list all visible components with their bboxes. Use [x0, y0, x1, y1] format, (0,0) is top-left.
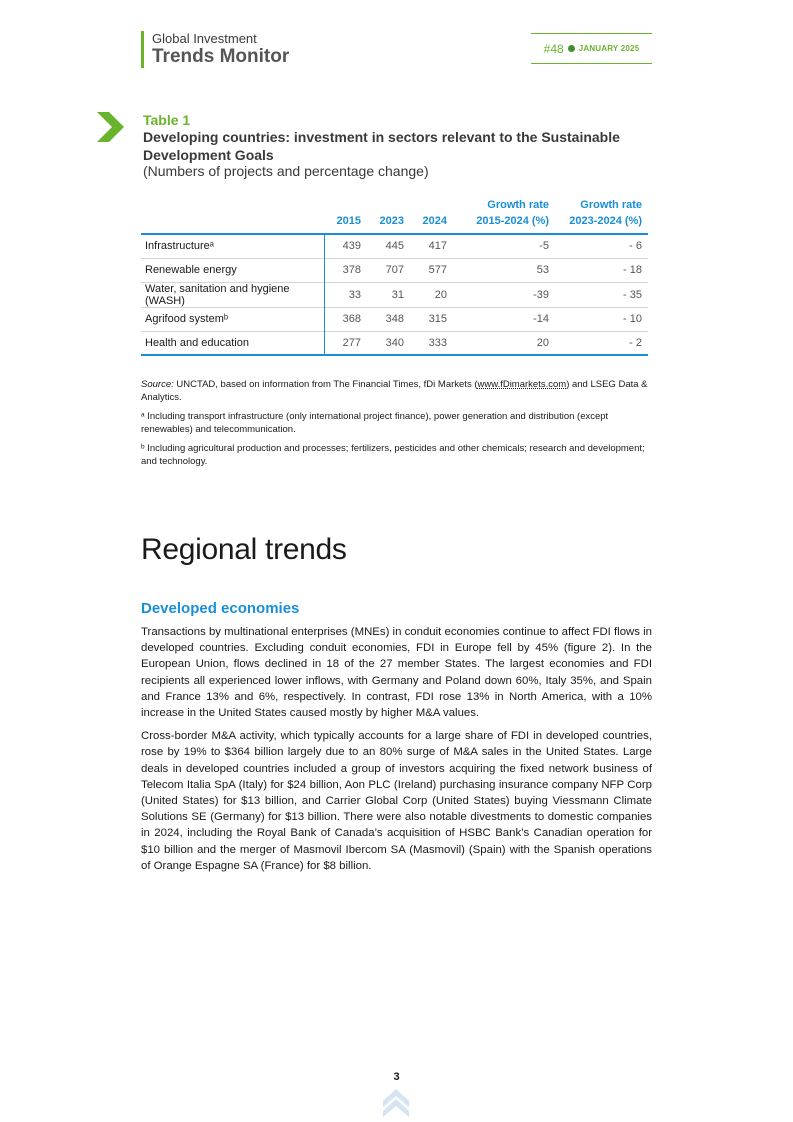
cell-2023: 445	[385, 240, 404, 253]
cell-2015: 33	[348, 288, 361, 301]
cell-2015: 277	[342, 336, 361, 349]
table-header-row	[141, 197, 648, 234]
issue-number: #48	[543, 41, 564, 56]
cell-2024: 20	[434, 288, 447, 301]
cell-2024: 577	[428, 264, 447, 276]
header-cell-growth-2023-2024	[555, 197, 648, 234]
cell-2024: 333	[428, 336, 447, 349]
cell-growth-2023-2024: - 35	[623, 288, 642, 301]
section-body	[141, 624, 652, 881]
cell-growth-2023-2024: - 2	[629, 336, 642, 349]
bullet-dot-icon	[568, 45, 575, 52]
paragraph: Transactions by multinational enterprises (MNEs) in conduit economies continue to affect FDI flows in developed countries. Excluding conduit economies, FDI in Europe fell by 45% (figure 2). In the European Union, flows declined in 18 of the 27 member States. The largest economies and FDI recipients all experienced lower inflows, with Germany and Poland down 60%, Italy 35%, and Spain and France 13% and 6%, respectively. In contrast, FDI rose 13% in North America, with a 10% increase in the United States caused mostly by higher M&A values.	[141, 626, 652, 720]
row-name: Infrastructureᵃ	[141, 234, 324, 258]
cell-growth-2015-2024: 53	[536, 264, 549, 276]
cell-2015: 368	[342, 313, 361, 325]
row-name: Health and education	[141, 331, 324, 355]
header-cell-2023: 2023	[379, 215, 404, 227]
data-table	[141, 197, 648, 356]
table-row	[141, 307, 648, 331]
cell-2024: 417	[428, 240, 447, 253]
header-gr2-line2: 2023-2024 (%)	[569, 215, 642, 227]
cell-growth-2015-2024: -39	[533, 288, 549, 301]
header-cell-growth-2015-2024	[453, 197, 555, 234]
footnote-a: ᵃ Including transport infrastructure (only international project finance), power generation and distribution (except renewables) and telecommunication.	[141, 411, 609, 435]
issue-badge	[531, 33, 652, 64]
table-row	[141, 331, 648, 355]
row-name: Water, sanitation and hygiene (WASH)	[141, 282, 324, 307]
brand-line1: Global Investment	[152, 31, 257, 46]
section-subheading: Developed economies	[141, 600, 300, 617]
cell-2015: 378	[342, 264, 361, 276]
cell-growth-2015-2024: -5	[539, 240, 549, 253]
cell-growth-2023-2024: - 6	[629, 240, 642, 253]
header-cell-2015: 2015	[336, 215, 361, 227]
table-notes	[141, 378, 653, 474]
source-text-b: ) and LSEG Data & Analytics.	[141, 379, 648, 403]
section-heading: Regional trends	[141, 533, 347, 566]
issue-date: JANUARY 2025	[578, 44, 640, 53]
header-gr2-line1: Growth rate	[580, 199, 642, 211]
source-label: Source:	[141, 379, 174, 390]
cell-2023: 348	[385, 313, 404, 325]
publication-brand	[141, 31, 289, 68]
table-row	[141, 234, 648, 258]
scroll-up-icon[interactable]	[383, 1089, 409, 1122]
cell-growth-2023-2024: - 18	[623, 264, 642, 276]
cell-growth-2023-2024: - 10	[623, 313, 642, 325]
table-title: Developing countries: investment in sectors relevant to the Sustainable Development Goals	[143, 129, 620, 163]
source-text-a: UNCTAD, based on information from The Financial Times, fDi Markets (	[173, 379, 478, 390]
brand-line2: Trends Monitor	[152, 46, 290, 67]
cell-2023: 31	[391, 288, 404, 301]
header-cell-name	[141, 197, 324, 234]
table-row	[141, 258, 648, 282]
source-link[interactable]: www.fDimarkets.com	[477, 379, 567, 390]
footnote-b: ᵇ Including agricultural production and processes; fertilizers, pesticides and other chemicals; research and development; and technology.	[141, 443, 645, 467]
page-number: 3	[393, 1071, 400, 1083]
source-note	[141, 378, 653, 404]
cell-growth-2015-2024: -14	[533, 313, 549, 325]
table-subtitle: (Numbers of projects and percentage change)	[143, 163, 429, 179]
cell-2024: 315	[428, 313, 447, 325]
header-gr1-line2: 2015-2024 (%)	[476, 215, 549, 227]
header-gr1-line1: Growth rate	[487, 199, 549, 211]
cell-growth-2015-2024: 20	[536, 336, 549, 349]
chevron-right-icon	[97, 112, 124, 142]
cell-2023: 707	[385, 264, 404, 276]
table-label: Table 1	[143, 112, 191, 128]
paragraph: Cross-border M&A activity, which typically accounts for a large share of FDI in developed countries, rose by 19% to $364 billion largely due to an 80% surge of M&A sales in the United States. Large deals in developed countries included a group of investors acquiring the fixed network business of Telecom Italia SpA (Italy) for $24 billion, Aon PLC (Ireland) purchasing insurance company NFP Corp (United States) for $13 billion, and Carrier Global Corp (United States) buying Viessmann Climate Solutions SE (Germany) for $13 billion. There were also notable divestments to domestic companies in 2024, including the Royal Bank of Canada’s acquisition of HSBC Bank’s Canadian operation for $10 billion and the merger of Masmovil Ibercom SA (Masmovil) (Spain) with the Spanish operations of Orange Espagne SA (France) for $8 billion.	[141, 730, 652, 872]
header-cell-2024: 2024	[422, 215, 447, 227]
row-name: Agrifood systemᵇ	[141, 307, 324, 331]
table-row	[141, 282, 648, 307]
cell-2015: 439	[342, 240, 361, 253]
cell-2023: 340	[385, 336, 404, 349]
row-name: Renewable energy	[141, 258, 324, 282]
